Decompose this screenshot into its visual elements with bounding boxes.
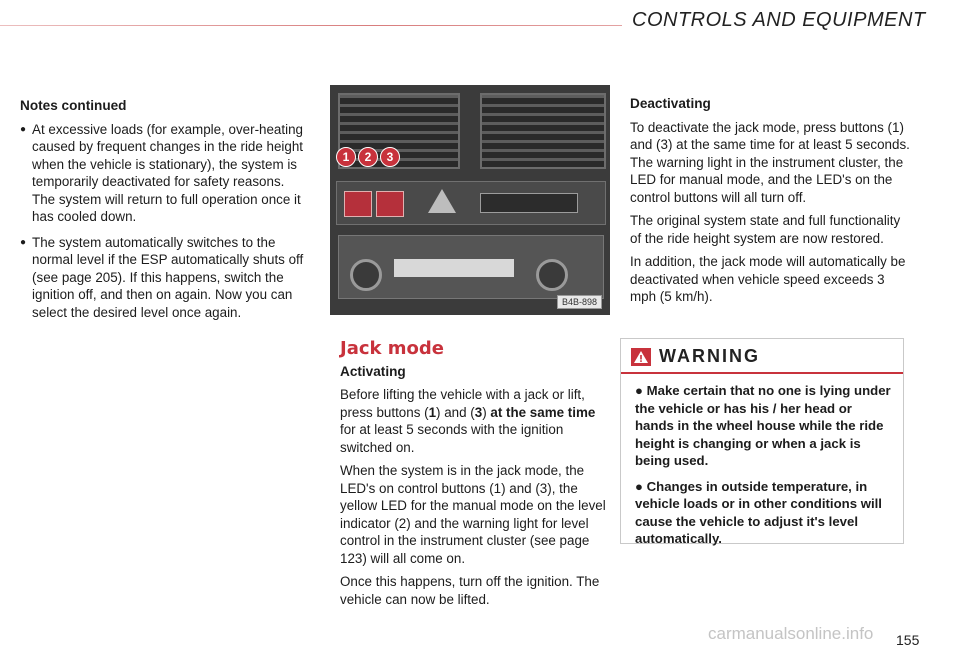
warning-icon <box>631 348 651 366</box>
text-run: for at least 5 seconds with the ignition switched on. <box>340 422 564 455</box>
note-text: The system automatically switches to the normal level if the ESP automatically shuts off (see page 205). If this happens, switch the ignition off, and then on again. Now you can select the desired level once again. <box>32 234 304 320</box>
watermark: carmanualsonline.info <box>708 624 874 643</box>
activating-heading: Activating <box>340 363 406 379</box>
bullet-icon: ● <box>635 478 647 494</box>
callout-2: 2 <box>358 147 378 167</box>
note-item <box>20 121 308 226</box>
warning-box <box>620 338 904 544</box>
jack-mode-column <box>340 340 612 614</box>
bullet-icon: ● <box>20 123 27 135</box>
notes-heading: Notes continued <box>20 98 127 113</box>
emphasis-text: at the same time <box>490 404 596 420</box>
hazard-button-icon <box>428 189 456 213</box>
callout-3: 3 <box>380 147 400 167</box>
notes-column <box>20 97 308 329</box>
header-rule <box>0 25 622 26</box>
figure-code: B4B-898 <box>557 295 602 309</box>
button-ref-3: 3 <box>474 404 483 420</box>
section-title: CONTROLS AND EQUIPMENT <box>632 9 926 31</box>
radio-display <box>394 259 514 277</box>
restore-paragraph: The original system state and full functionality of the ride height system are now restored. <box>630 213 901 246</box>
level-button-1 <box>344 191 372 217</box>
deactivating-heading: Deactivating <box>630 96 711 111</box>
bullet-icon: ● <box>635 383 647 398</box>
note-text: At excessive loads (for example, over-heating caused by frequent changes in the ride height when the vehicle is stationary), the system is temporarily deactivated for safety reasons. The system will return to full operation once it has cooled down. <box>32 121 304 224</box>
warning-text: Changes in outside temperature, in vehicle loads or in other conditions will cause the vehicle to adjust it's level automatically. <box>635 478 882 546</box>
text-run: ) <box>482 404 491 420</box>
warning-body <box>621 374 903 548</box>
deactivating-paragraph: To deactivate the jack mode, press buttons (1) and (3) at the same time for at least 5 seconds. The warning light in the instrument cluster, the LED for manual mode, and the LED's on the control buttons will all turn off. <box>630 119 910 205</box>
button-ref-1: 1 <box>428 404 437 420</box>
text-run: Before lifting the vehicle with a jack or lift, press buttons ( <box>340 387 585 420</box>
lift-paragraph: Once this happens, turn off the ignition. The vehicle can now be lifted. <box>340 574 600 607</box>
page-number: 155 <box>896 632 920 648</box>
activating-paragraph <box>340 386 612 456</box>
warning-item <box>635 478 893 548</box>
bullet-icon: ● <box>20 236 27 248</box>
warning-title: WARNING <box>659 346 760 366</box>
jack-mode-paragraph: When the system is in the jack mode, the LED's on control buttons (1) and (3), the yellow LED for the manual mode on the level indicator (2) and the warning light for level control in the instrument cluster (see page 123) will all come on. <box>340 463 606 566</box>
speed-paragraph: In addition, the jack mode will automatically be deactivated when vehicle speed exceeds 3 mph (5 km/h). <box>630 254 906 304</box>
right-air-vent <box>480 93 606 169</box>
jack-mode-title: Jack mode <box>340 338 444 359</box>
callout-1: 1 <box>336 147 356 167</box>
warning-header <box>621 339 903 374</box>
storage-flap <box>480 193 578 213</box>
left-knob <box>350 259 382 291</box>
level-button-3 <box>376 191 404 217</box>
warning-text: Make certain that no one is lying under the vehicle or has his / her head or hands in the wheel house while the ride height is changing or when a jack is being used. <box>635 383 891 468</box>
control-panel-photo <box>330 85 610 315</box>
warning-item <box>635 382 893 470</box>
right-knob <box>536 259 568 291</box>
note-item <box>20 234 308 322</box>
text-run: ) and ( <box>436 404 475 420</box>
deactivating-column <box>630 95 912 312</box>
